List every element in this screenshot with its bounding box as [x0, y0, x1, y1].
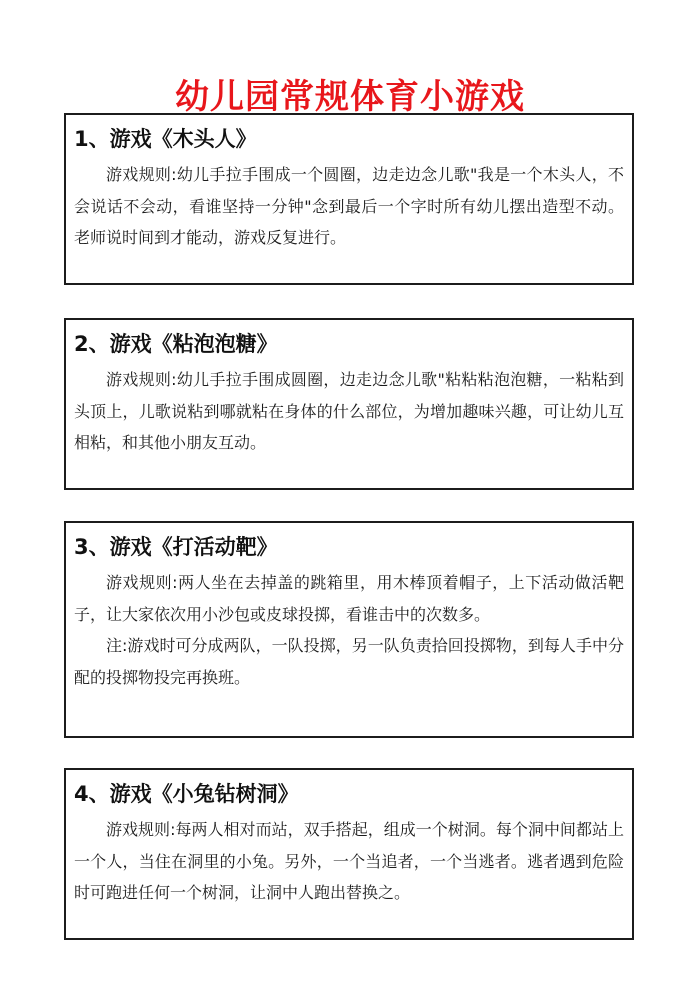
game-card: [64, 768, 634, 940]
game-heading: 3、游戏《打活动靶》: [74, 535, 278, 559]
game-rule-text: 游戏规则:两人坐在去掉盖的跳箱里，用木棒顶着帽子，上下活动做活靶子，让大家依次用小沙包或皮球投掷，看谁击中的次数多。: [74, 573, 624, 624]
game-heading: 4、游戏《小兔钻树洞》: [74, 782, 299, 806]
game-note-text: 注:游戏时可分成两队，一队投掷，另一队负责拾回投掷物，到每人手中分配的投掷物投完再换班。: [74, 636, 624, 687]
game-card: [64, 318, 634, 490]
page-title: 幼儿园常规体育小游戏: [175, 76, 525, 117]
game-heading: 2、游戏《粘泡泡糖》: [74, 332, 278, 356]
game-card: [64, 521, 634, 738]
game-rule-text: 游戏规则:幼儿手拉手围成一个圆圈，边走边念儿歌"我是一个木头人，不会说话不会动，看谁坚持一分钟"念到最后一个字时所有幼儿摆出造型不动。老师说时间到才能动，游戏反复进行。: [74, 165, 624, 247]
game-heading: 1、游戏《木头人》: [74, 127, 257, 151]
game-rule-text: 游戏规则:幼儿手拉手围成圆圈，边走边念儿歌"粘粘粘泡泡糖，一粘粘到头顶上，儿歌说粘到哪就粘在身体的什么部位，为增加趣味兴趣，可让幼儿互相粘，和其他小朋友互动。: [74, 370, 624, 452]
game-card: [64, 113, 634, 285]
game-rule-text: 游戏规则:每两人相对而站，双手搭起，组成一个树洞。每个洞中间都站上一个人，当住在洞里的小兔。另外，一个当追者，一个当逃者。逃者遇到危险时可跑进任何一个树洞，让洞中人跑出替换之。: [74, 820, 624, 902]
